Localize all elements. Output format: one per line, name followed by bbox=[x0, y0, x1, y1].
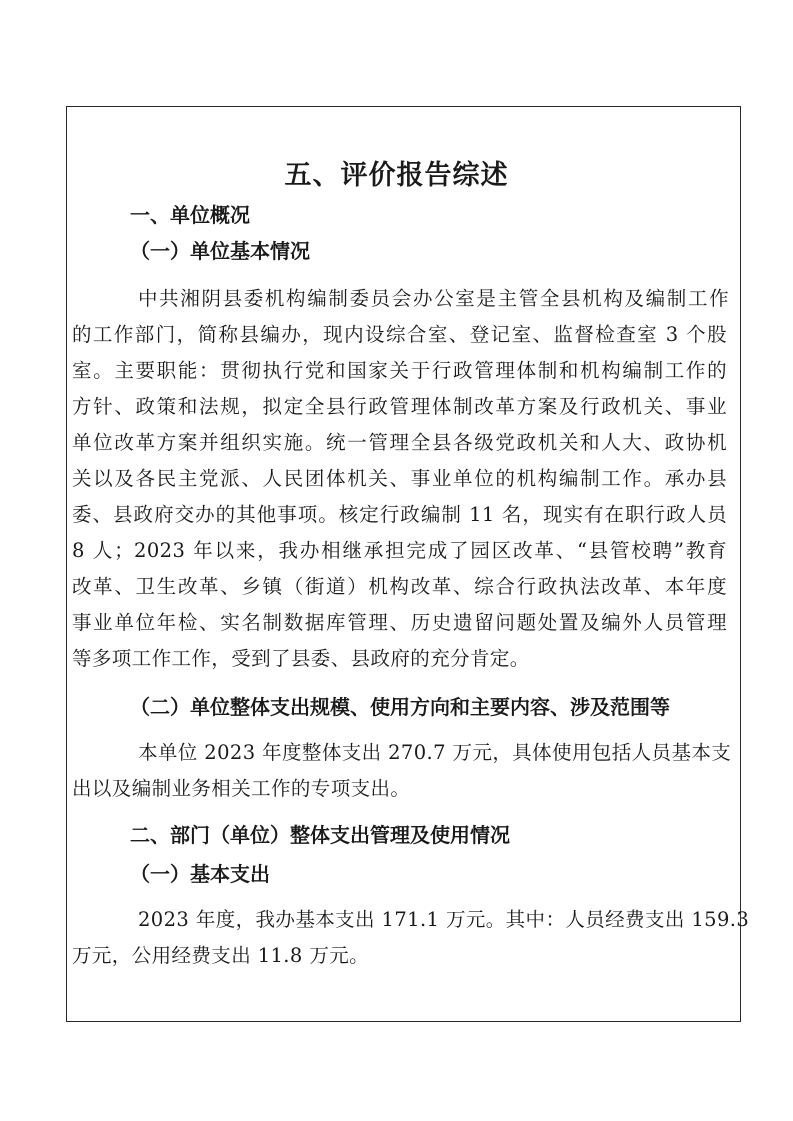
paragraph-line: 事业单位年检、实名制数据库管理、历史遗留问题处置及编外人员管理 bbox=[72, 611, 727, 634]
paragraph-line: 委、县政府交办的其他事项。核定行政编制 11 名，现实有在职行政人员 bbox=[72, 503, 727, 526]
section-2-sub-1-heading: （一）基本支出 bbox=[130, 862, 270, 886]
paragraph-line: 本单位 2023 年度整体支出 270.7 万元，具体使用包括人员基本支 bbox=[138, 741, 732, 764]
section-1-sub-1-heading: （一）单位基本情况 bbox=[130, 239, 310, 263]
paragraph-line: 改革、卫生改革、乡镇（街道）机构改革、综合行政执法改革、本年度 bbox=[72, 575, 727, 598]
paragraph-line: 中共湘阴县委机构编制委员会办公室是主管全县机构及编制工作 bbox=[138, 287, 729, 310]
paragraph-line: 关以及各民主党派、人民团体机关、事业单位的机构编制工作。承办县 bbox=[72, 467, 727, 490]
section-1-heading: 一、单位概况 bbox=[130, 203, 250, 227]
paragraph-line: 室。主要职能：贯彻执行党和国家关于行政管理体制和机构编制工作的 bbox=[72, 359, 727, 382]
document-title: 五、评价报告综述 bbox=[284, 160, 509, 191]
paragraph-line: 万元，公用经费支出 11.8 万元。 bbox=[72, 944, 370, 967]
paragraph-line: 方针、政策和法规，拟定全县行政管理体制改革方案及行政机关、事业 bbox=[72, 395, 727, 418]
paragraph-line: 的工作部门，简称县编办，现内设综合室、登记室、监督检查室 3 个股 bbox=[72, 323, 727, 346]
section-1-sub-2-heading: （二）单位整体支出规模、使用方向和主要内容、涉及范围等 bbox=[130, 695, 670, 719]
paragraph-line: 等多项工作工作，受到了县委、县政府的充分肯定。 bbox=[72, 647, 530, 670]
paragraph-line: 2023 年度，我办基本支出 171.1 万元。其中：人员经费支出 159.3 bbox=[138, 908, 750, 931]
paragraph-line: 出以及编制业务相关工作的专项支出。 bbox=[72, 777, 411, 800]
paragraph-line: 单位改革方案并组织实施。统一管理全县各级党政机关和人大、政协机 bbox=[72, 431, 727, 454]
paragraph-line: 8 人；2023 年以来，我办相继承担完成了园区改革、“县管校聘”教育 bbox=[72, 539, 727, 562]
section-2-heading: 二、部门（单位）整体支出管理及使用情况 bbox=[130, 823, 510, 847]
